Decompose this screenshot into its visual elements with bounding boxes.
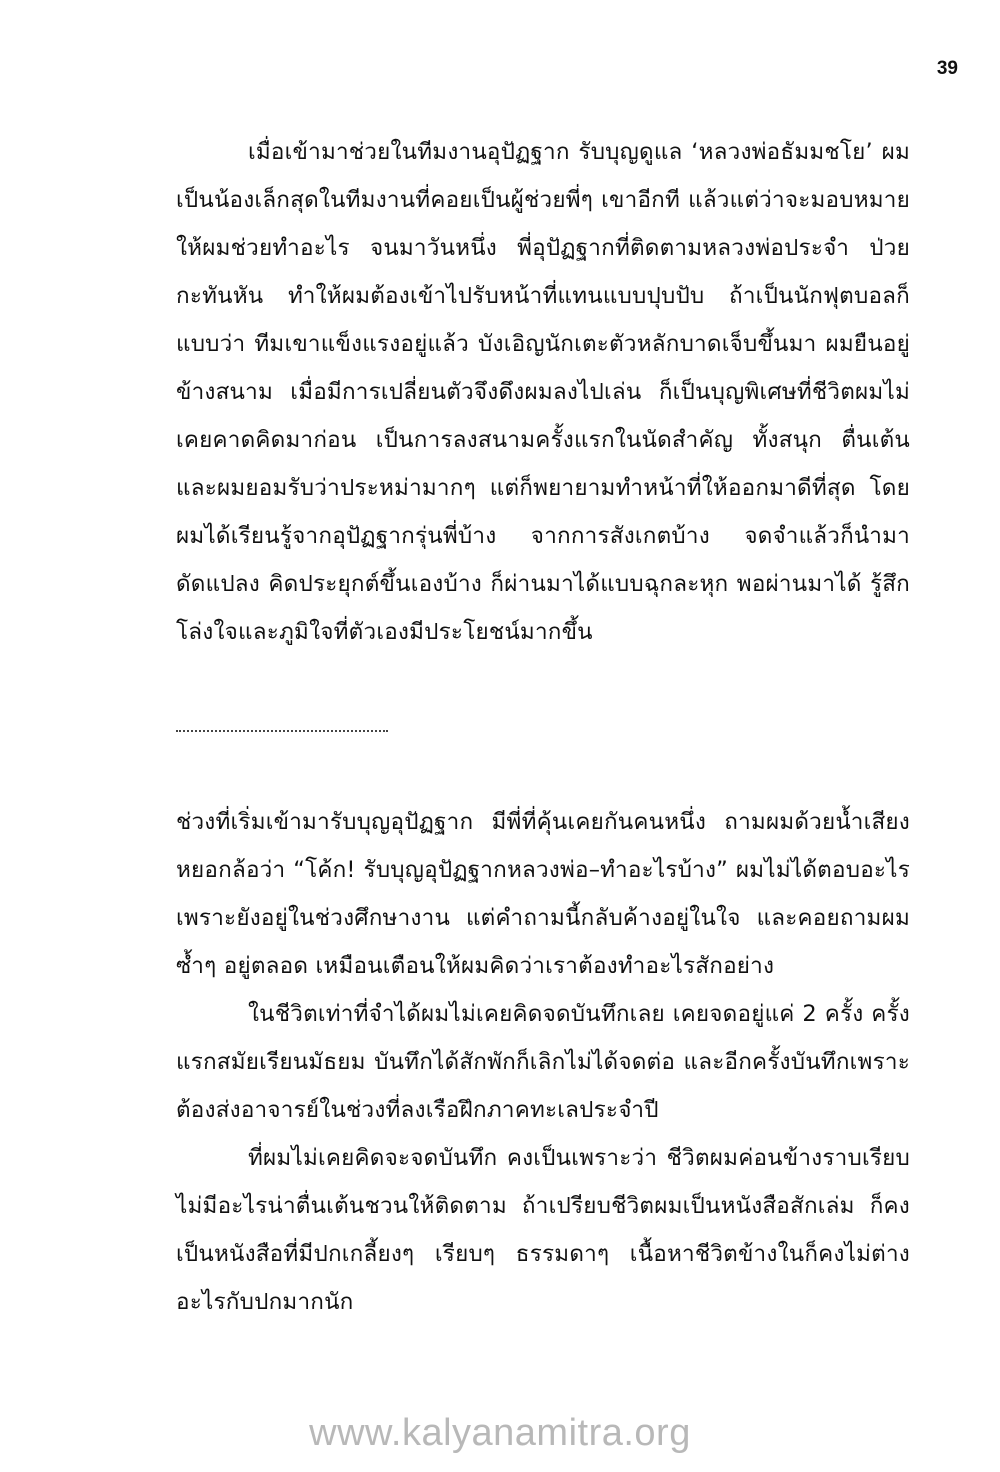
paragraph: เมื่อเข้ามาช่วยในทีมงานอุปัฏฐาก รับบุญดูแล ‘หลวงพ่อธัมมชโย’ ผมเป็นน้องเล็กสุดในทีมงานที่คอยเป็นผู้ช่วยพี่ๆ เขาอีกที แล้วแต่ว่าจะมอบหมายให้ผมช่วยทำอะไร จนมาวันหนึ่ง พี่อุปัฏฐากที่ติดตามหลวงพ่อประจำ ป่วยกะทันหัน ทำให้ผมต้องเข้าไปรับหน้าที่แทนแบบปุบปับ ถ้าเป็นนักฟุตบอลก็แบบว่า ทีมเขาแข็งแรงอยู่แล้ว บังเอิญนักเตะตัวหลักบาดเจ็บขึ้นมา ผมยืนอยู่ข้างสนาม เมื่อมีการเปลี่ยนตัวจึงดึงผมลงไปเล่น ก็เป็นบุญพิเศษที่ชีวิตผมไม่เคยคาดคิดมาก่อน เป็นการลงสนามครั้งแรกในนัดสำคัญ ทั้งสนุก ตื่นเต้น และผมยอมรับว่าประหม่ามากๆ แต่ก็พยายามทำหน้าที่ให้ออกมาดีที่สุด โดยผมได้เรียนรู้จากอุปัฏฐากรุ่นพี่บ้าง จากการสังเกตบ้าง จดจำแล้วก็นำมาดัดแปลง คิดประยุกต์ขึ้นเองบ้าง ก็ผ่านมาได้แบบฉุกละหุก พอผ่านมาได้ รู้สึกโล่งใจและภูมิใจที่ตัวเองมีประโยชน์มากขึ้น xyxy=(176,139,910,645)
watermark-url: www.kalyanamitra.org xyxy=(309,1412,691,1454)
section-1-text xyxy=(176,128,910,656)
paragraph: ที่ผมไม่เคยคิดจะจดบันทึก คงเป็นเพราะว่า ชีวิตผมค่อนข้างราบเรียบ ไม่มีอะไรน่าตื่นเต้นชวนให้ติดตาม ถ้าเปรียบชีวิตผมเป็นหนังสือสักเล่ม ก็คงเป็นหนังสือที่มีปกเกลี้ยงๆ เรียบๆ ธรรมดาๆ เนื้อหาชีวิตข้างในก็คงไม่ต่างอะไรกับปกมากนัก xyxy=(176,1145,910,1315)
paragraph: ช่วงที่เริ่มเข้ามารับบุญอุปัฏฐาก มีพี่ที่คุ้นเคยกันคนหนึ่ง ถามผมด้วยน้ำเสียงหยอกล้อว่า “โค้ก! รับบุญอุปัฏฐากหลวงพ่อ–ทำอะไรบ้าง” ผมไม่ได้ตอบอะไร เพราะยังอยู่ในช่วงศึกษางาน แต่คำถามนี้กลับค้างอยู่ในใจ และคอยถามผมซ้ำๆ อยู่ตลอด เหมือนเตือนให้ผมคิดว่าเราต้องทำอะไรสักอย่าง xyxy=(176,809,910,979)
page-number: 39 xyxy=(936,58,958,79)
paragraph: ในชีวิตเท่าที่จำได้ผมไม่เคยคิดจดบันทึกเลย เคยจดอยู่แค่ 2 ครั้ง ครั้งแรกสมัยเรียนมัธยม บันทึกได้สักพักก็เลิกไม่ได้จดต่อ และอีกครั้งบันทึกเพราะต้องส่งอาจารย์ในช่วงที่ลงเรือฝึกภาคทะเลประจำปี xyxy=(176,1001,910,1123)
section-2-text xyxy=(176,798,910,1326)
section-separator xyxy=(176,730,388,732)
